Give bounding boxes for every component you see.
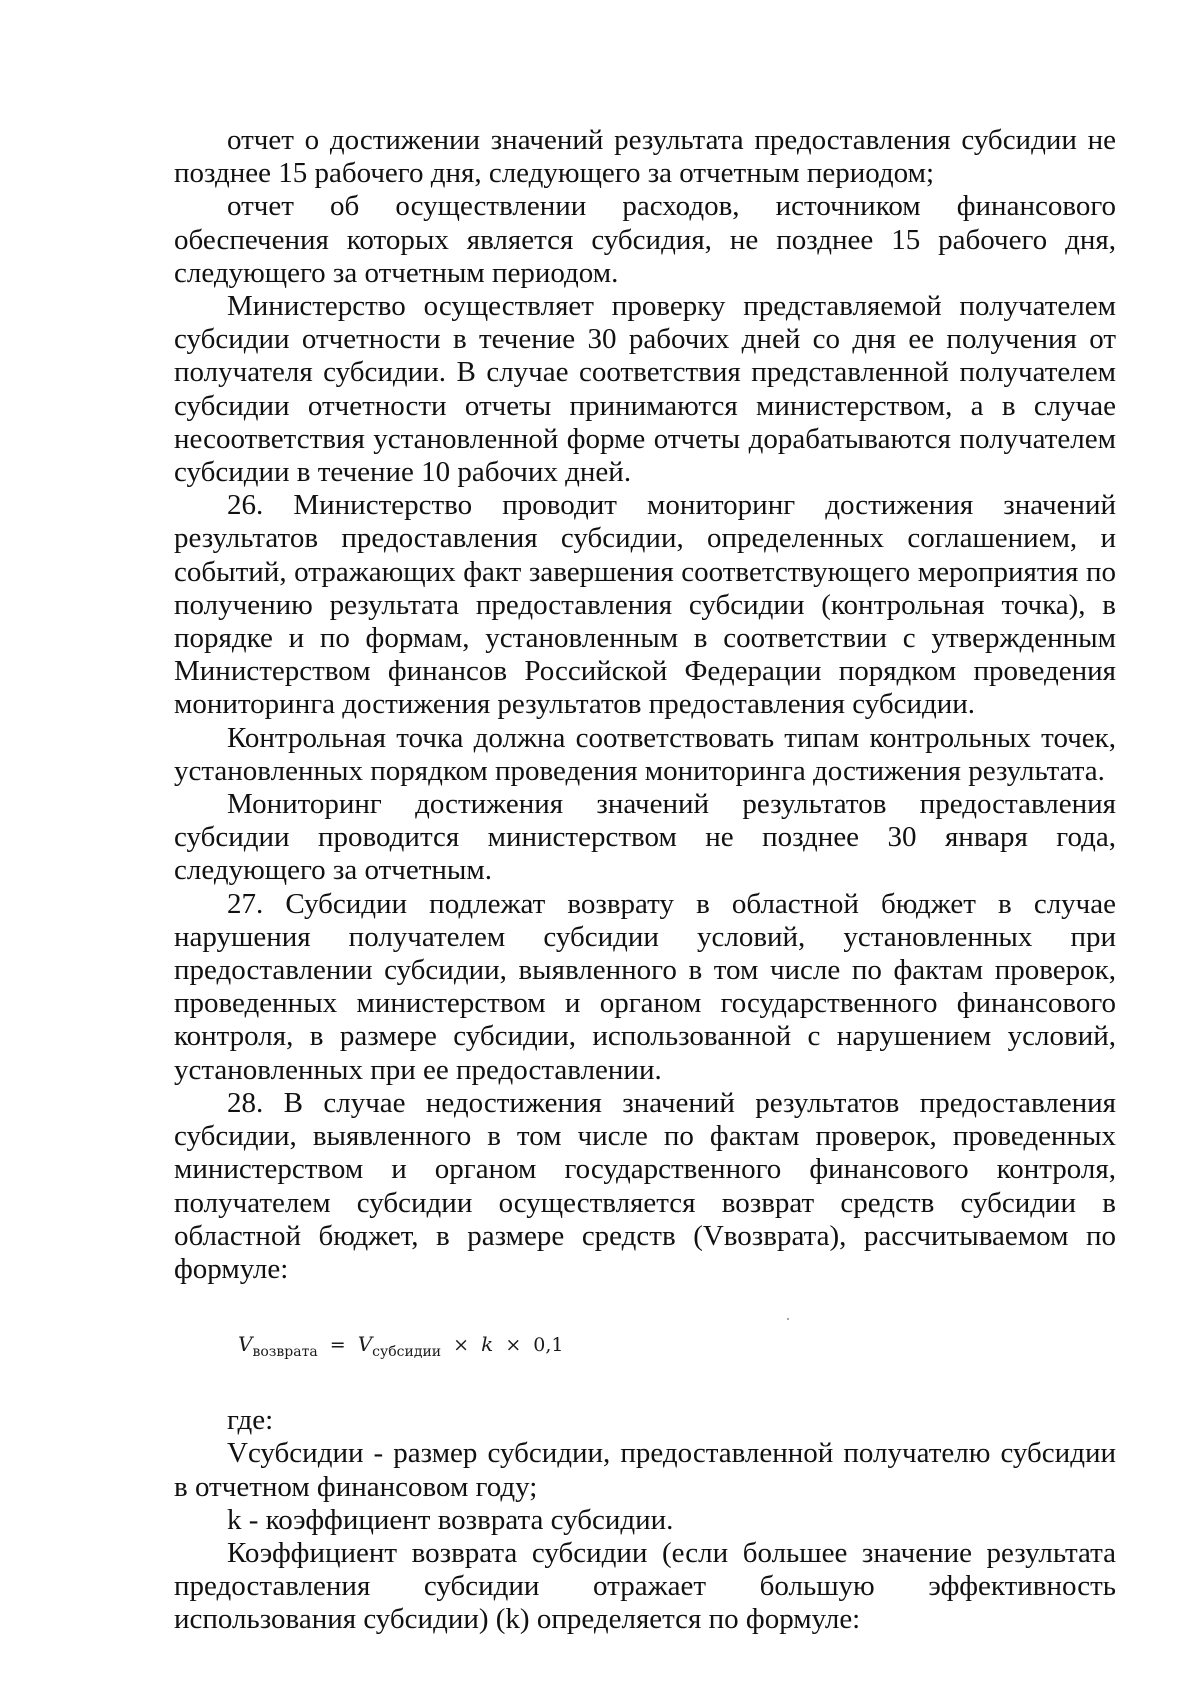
formula-rhs-symbol: V: [357, 1332, 373, 1357]
paragraph-coefficient-formula-intro: Коэффициент возврата субсидии (если большее значение результата предоставления субсидии отражает большую эффективность использования субсидии) (k) определяется по формуле:: [174, 1536, 1116, 1636]
refund-formula: [174, 1320, 1116, 1368]
formula-spacer: [174, 1368, 1116, 1404]
formula-lhs-symbol: V: [238, 1332, 253, 1357]
paragraph-report-results-deadline: отчет о достижении значений результата предоставления субсидии не позднее 15 рабочего дня, следующего за отчетным периодом;: [174, 124, 1116, 190]
scan-speck: [787, 1318, 789, 1320]
paragraph-report-expenses-deadline: отчет об осуществлении расходов, источником финансового обеспечения которых является субсидия, не позднее 15 рабочего дня, следующего за отчетным периодом.: [174, 190, 1116, 289]
paragraph-k-definition: k - коэффициент возврата субсидии.: [227, 1503, 674, 1536]
paragraph-control-point: Контрольная точка должна соответствовать типам контрольных точек, установленных порядком проведения мониторинга достижения результата.: [174, 721, 1116, 787]
paragraph-ministry-review: Министерство осуществляет проверку представляемой получателем субсидии отчетности в течение 30 рабочих дней со дня ее получения от получателя субсидии. В случае соответствия представленной получателем субсидии отчетности отчеты принимаются министерством, а в случае несоответствия установленной форме отчеты дорабатываются получателем субсидии в течение 10 рабочих дней.: [174, 290, 1116, 489]
formula-rhs-subscript: субсидии: [372, 1344, 442, 1361]
paragraph-27-refund: 27. Субсидии подлежат возврату в областной бюджет в случае нарушения получателем субсидии условий, установленных при предоставлении субсидии, выявленного в том числе по фактам проверок, проведенных министерством и органом государственного финансового контроля, в размере субсидии, использованной с нарушением условий, установленных при ее предоставлении.: [174, 887, 1116, 1086]
formula-times-2: ×: [505, 1334, 522, 1357]
paragraph-where: где:: [227, 1404, 274, 1437]
document-body: [174, 124, 1116, 1637]
paragraph-28-underachievement: 28. В случае недостижения значений результатов предоставления субсидии, выявленного в том числе по фактам проверок, проведенных министерством и органом государственного финансового контроля, получателем субсидии осуществляется возврат средств субсидии в областной бюджет, в размере средств (Vвозврата), рассчитываемом по формуле:: [174, 1086, 1116, 1285]
paragraph-26-monitoring: 26. Министерство проводит мониторинг достижения значений результатов предоставления субсидии, определенных соглашением, и событий, отражающих факт завершения соответствующего мероприятия по получению результата предоставления субсидии (контрольная точка), в порядке и по формам, установленным в соответствии с утвержденным Министерством финансов Российской Федерации порядком проведения мониторинга достижения результатов предоставления субсидии.: [174, 489, 1116, 721]
formula-equals: =: [329, 1334, 346, 1357]
formula-lhs-subscript: возврата: [252, 1344, 318, 1361]
formula-constant: 0,1: [533, 1334, 564, 1357]
formula-times-1: ×: [453, 1334, 470, 1357]
paragraph-v-subsidy-definition: Vсубсидии - размер субсидии, предоставленной получателю субсидии в отчетном финансовом году;: [174, 1437, 1116, 1503]
formula-k: k: [481, 1332, 494, 1357]
paragraph-monitoring-deadline: Мониторинг достижения значений результатов предоставления субсидии проводится министерством не позднее 30 января года, следующего за отчетным.: [174, 788, 1116, 887]
